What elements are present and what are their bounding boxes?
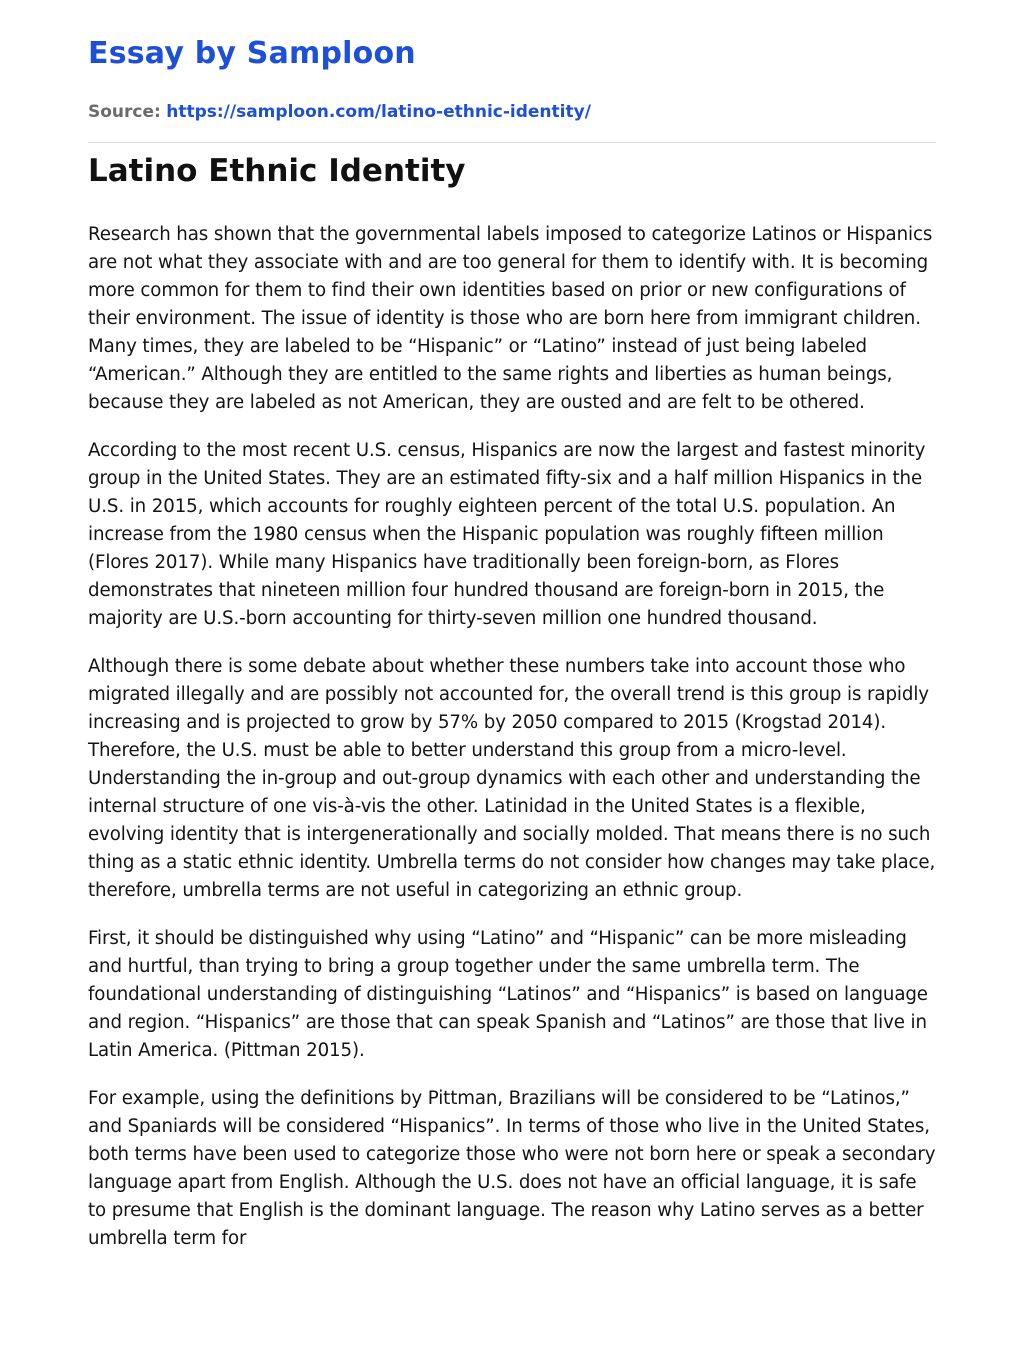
article-title: Latino Ethnic Identity [88,153,466,189]
source-line [88,102,591,122]
article-body [88,221,940,1273]
header-divider [88,142,936,143]
article-paragraph: For example, using the definitions by Pittman, Brazilians will be considered to be “Latinos,” and Spaniards will be considered “Hispanics”. In terms of those who live in the United States, both terms have been used to categorize those who were not born here or speak a secondary language apart from English. Although the U.S. does not have an official language, it is safe to presume that English is the dominant language. The reason why Latino serves as a better umbrella term for [88,1088,936,1249]
article-paragraph: First, it should be distinguished why using “Latino” and “Hispanic” can be more misleading and hurtful, than trying to bring a group together under the same umbrella term. The foundational understanding of distinguishing “Latinos” and “Hispanics” is based on language and region. “Hispanics” are those that can speak Spanish and “Latinos” are those that live in Latin America. (Pittman 2015). [88,928,928,1061]
source-link[interactable]: https://samploon.com/latino-ethnic-identity/ [166,102,591,122]
site-brand-title[interactable]: Essay by Samploon [88,36,416,71]
source-label: Source: [88,102,161,122]
article-paragraph: Although there is some debate about whether these numbers take into account those who migrated illegally and are possibly not accounted for, the overall trend is this group is rapidly increasing and is projected to grow by 57% by 2050 compared to 2015 (Krogstad 2014). Therefore, the U.S. must be able to better understand this group from a micro-level. Understanding the in-group and out-group dynamics with each other and understanding the internal structure of one vis-à-vis the other. Latinidad in the United States is a flexible, evolving identity that is intergenerationally and socially molded. That means there is no such thing as a static ethnic identity. Umbrella terms do not consider how changes may take place, therefore, umbrella terms are not useful in categorizing an ethnic group. [88,656,936,901]
article-paragraph: Research has shown that the governmental labels imposed to categorize Latinos or Hispanics are not what they associate with and are too general for them to identify with. It is becoming more common for them to find their own identities based on prior or new configurations of their environment. The issue of identity is those who are born here from immigrant children. Many times, they are labeled to be “Hispanic” or “Latino” instead of just being labeled “American.” Although they are entitled to the same rights and liberties as human beings, because they are labeled as not American, they are ousted and are felt to be othered. [88,224,933,413]
article-paragraph: According to the most recent U.S. census, Hispanics are now the largest and fastest minority group in the United States. They are an estimated fifty-six and a half million Hispanics in the U.S. in 2015, which accounts for roughly eighteen percent of the total U.S. population. An increase from the 1980 census when the Hispanic population was roughly fifteen million (Flores 2017). While many Hispanics have traditionally been foreign-born, as Flores demonstrates that nineteen million four hundred thousand are foreign-born in 2015, the majority are U.S.-born accounting for thirty-seven million one hundred thousand. [88,440,926,629]
